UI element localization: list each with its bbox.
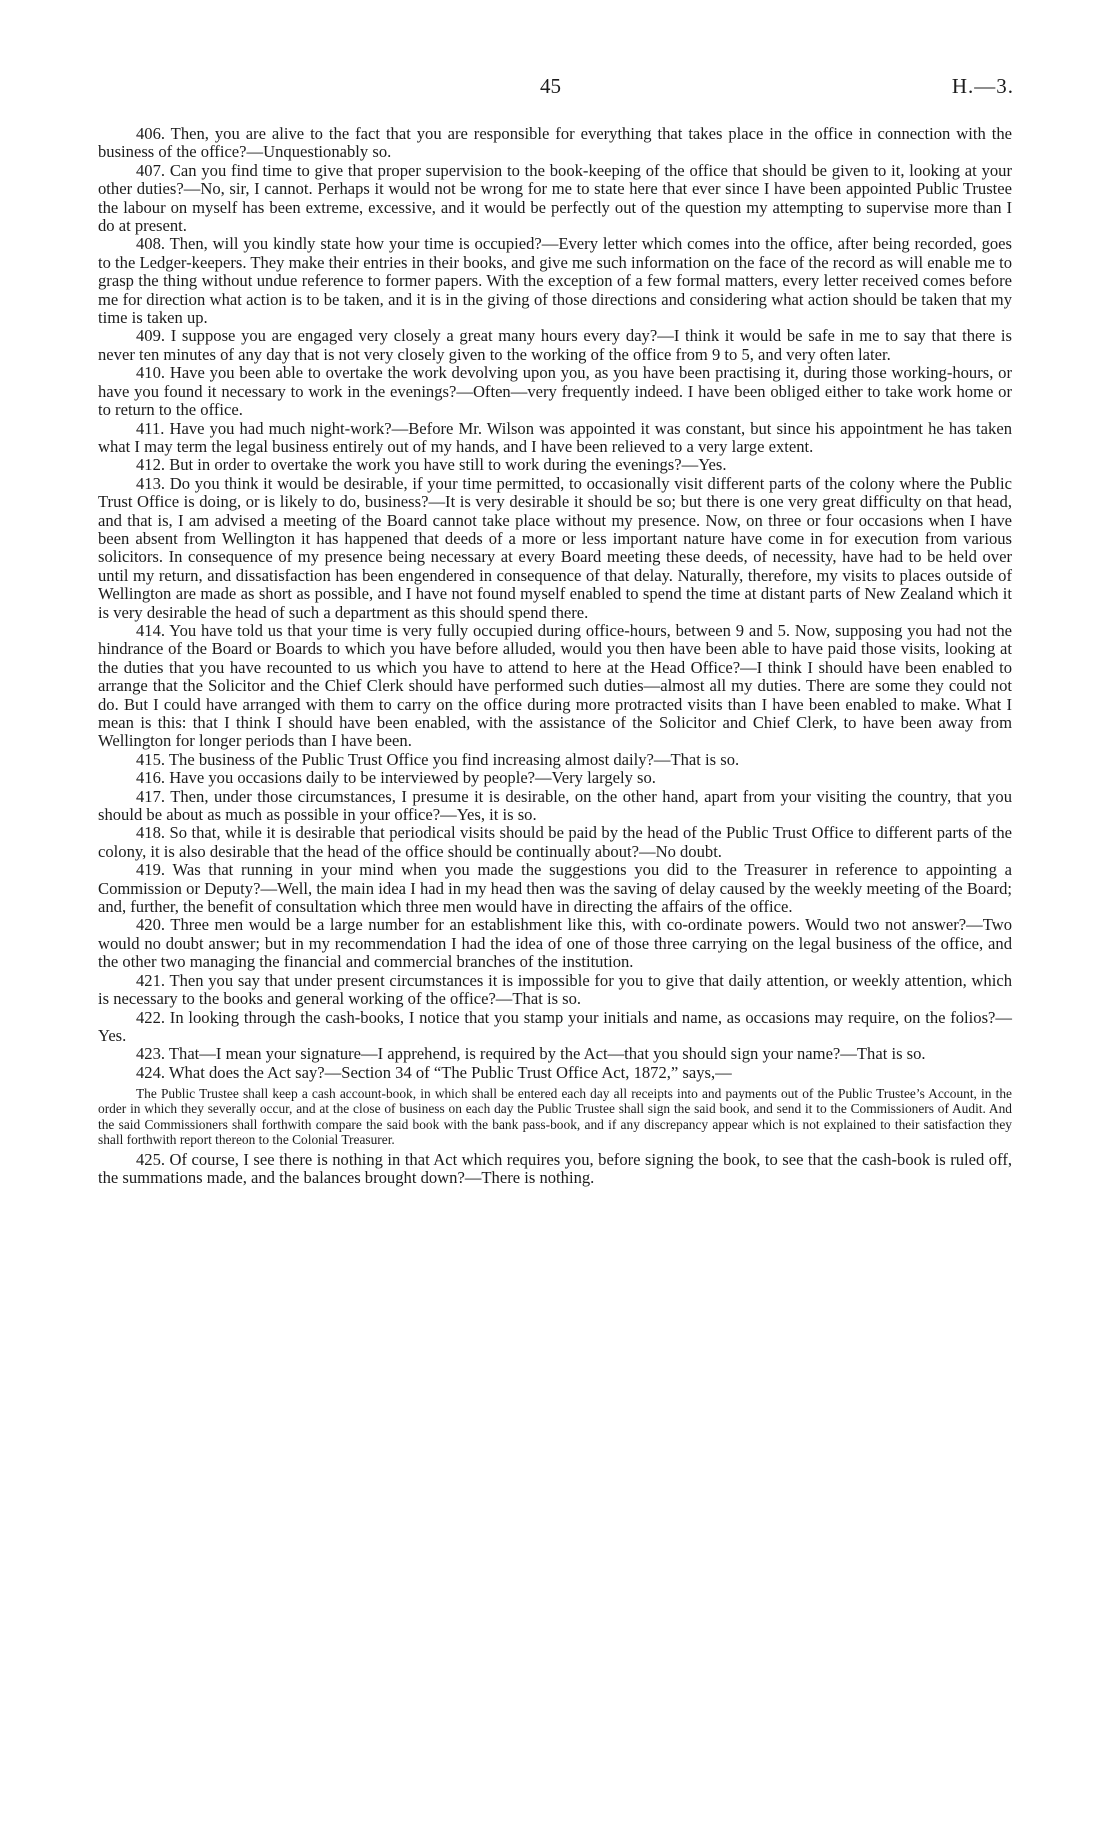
qa-paragraph-420: 420. Three men would be a large number for an establishment like this, with co-ordinate powers. Would two not answer?—Two would no doubt answer; but in my recommendation I had the idea of one of those three carrying on the legal business of the office, and the other two managing the financial and commercial branches of the institution. [98, 915, 1012, 972]
qa-paragraph-410: 410. Have you been able to overtake the work devolving upon you, as you have been practising it, during those working-hours, or have you found it necessary to work in the evenings?—Often—very frequently indeed. I have been obliged either to take work home or to return to the office. [98, 363, 1012, 420]
testimony-body [98, 125, 1012, 1188]
qa-paragraph-406: 406. Then, you are alive to the fact that you are responsible for everything that takes place in the office in connection with the business of the office?—Unquestionably so. [98, 124, 1012, 162]
act-section-quote: The Public Trustee shall keep a cash account-book, in which shall be entered each day all receipts into and payments out of the Public Trustee’s Account, in the order in which they severally occur, and at the close of business on each day the Public Trustee shall sign the said book, and send it to the Commissioners of Audit. And the said Commissioners shall forthwith compare the said book with the bank pass-book, and if any discrepancy appear which is not explained to their satisfaction they shall forthwith report thereon to the Colonial Treasurer. [98, 1086, 1012, 1147]
qa-paragraph-424: 424. What does the Act say?—Section 34 of “The Public Trust Office Act, 1872,” says,— [136, 1062, 732, 1082]
qa-paragraph-416: 416. Have you occasions daily to be interviewed by people?—Very largely so. [136, 768, 656, 788]
qa-paragraph-407: 407. Can you find time to give that proper supervision to the book-keeping of the office that should be given to it, looking at your other duties?—No, sir, I cannot. Perhaps it would not be wrong for me to state here that ever since I have been appointed Public Trustee the labour on myself has been extreme, excessive, and it would be perfectly out of the question my attempting to supervise more than I do at present. [98, 160, 1012, 236]
qa-paragraph-422: 422. In looking through the cash-books, I notice that you stamp your initials and name, as occasions may require, on the folios?—Yes. [98, 1007, 1012, 1045]
qa-paragraph-425: 425. Of course, I see there is nothing in that Act which requires you, before signing the book, to see that the cash-book is ruled off, the summations made, and the balances brought down?—There is nothing. [98, 1149, 1012, 1188]
document-reference: H.—3. [951, 74, 1014, 98]
qa-paragraph-421: 421. Then you say that under present circumstances it is impossible for you to give that daily attention, or weekly attention, which is necessary to the books and general working of the office?—That is so. [98, 970, 1012, 1009]
qa-paragraph-419: 419. Was that running in your mind when you made the suggestions you did to the Treasurer in reference to appointing a Commission or Deputy?—Well, the main idea I had in my head then was the saving of delay caused by the weekly meeting of the Board; and, further, the benefit of consultation which three men would have in directing the affairs of the office. [98, 860, 1012, 917]
qa-paragraph-413: 413. Do you think it would be desirable, if your time permitted, to occasionally visit different parts of the colony where the Public Trust Office is doing, or is likely to do, business?—It is very desirable it should be so; but there is one very great difficulty on that head, and that is, I am advised a meeting of the Board cannot take place without my presence. Now, on three or four occasions when I have been absent from Wellington it has happened that deeds of a more or less important nature have come in for execution from various solicitors. In consequence of my presence being necessary at every Board meeting these deeds, of necessity, have had to be held over until my return, and dissatisfaction has been engendered in consequence of that delay. Naturally, therefore, my visits to places outside of Wellington are made as short as possible, and I have not found myself enabled to spend the time at distant parts of New Zealand which it is very desirable the head of such a department as this should spend there. [98, 473, 1012, 622]
qa-paragraph-412: 412. But in order to overtake the work you have still to work during the evenings?—Yes. [136, 455, 727, 475]
qa-paragraph-414: 414. You have told us that your time is very fully occupied during office-hours, between 9 and 5. Now, supposing you had not the hindrance of the Board or Boards to which you have before alluded, would you then have been able to have paid those visits, looking at the duties that you have recounted to us which you have to attend to here at the Head Office?—I think I should have been enabled to arrange that the Solicitor and the Chief Clerk should have performed such duties—almost all my duties. There are some they could not do. But I could have arranged with them to carry on the office during more protracted visits than I have been enabled to make. What I mean is this: that I think I should have been enabled, with the assistance of the Solicitor and Chief Clerk, to have been away from Wellington for longer periods than I have been. [98, 620, 1012, 751]
page-header [0, 74, 1114, 104]
qa-paragraph-418: 418. So that, while it is desirable that periodical visits should be paid by the head of the Public Trust Office to different parts of the colony, it is also desirable that the head of the office should be continually about?—No doubt. [98, 823, 1012, 861]
qa-paragraph-423: 423. That—I mean your signature—I apprehend, is required by the Act—that you should sign your name?—That is so. [136, 1044, 926, 1064]
qa-paragraph-409: 409. I suppose you are engaged very closely a great many hours every day?—I think it would be safe in me to say that there is never ten minutes of any day that is not very closely given to the working of the office from 9 to 5, and very often later. [98, 326, 1012, 364]
qa-paragraph-415: 415. The business of the Public Trust Office you find increasing almost daily?—That is so. [136, 749, 740, 769]
qa-paragraph-417: 417. Then, under those circumstances, I presume it is desirable, on the other hand, apart from your visiting the country, that you should be about as much as possible in your office?—Yes, it is so. [98, 786, 1012, 825]
page-number: 45 [540, 74, 561, 98]
qa-paragraph-411: 411. Have you had much night-work?—Before Mr. Wilson was appointed it was constant, but since his appointment he has taken what I may term the legal business entirely out of my hands, and I have been relieved to a very large extent. [98, 418, 1012, 456]
qa-paragraph-408: 408. Then, will you kindly state how your time is occupied?—Every letter which comes into the office, after being recorded, goes to the Ledger-keepers. They make their entries in their books, and give me such information on the face of the record as will enable me to grasp the thing without undue reference to former papers. With the exception of a few formal matters, every letter received comes before me for direction what action is to be taken, and it is in the giving of those directions and considering what action should be taken that my time is taken up. [98, 234, 1013, 328]
